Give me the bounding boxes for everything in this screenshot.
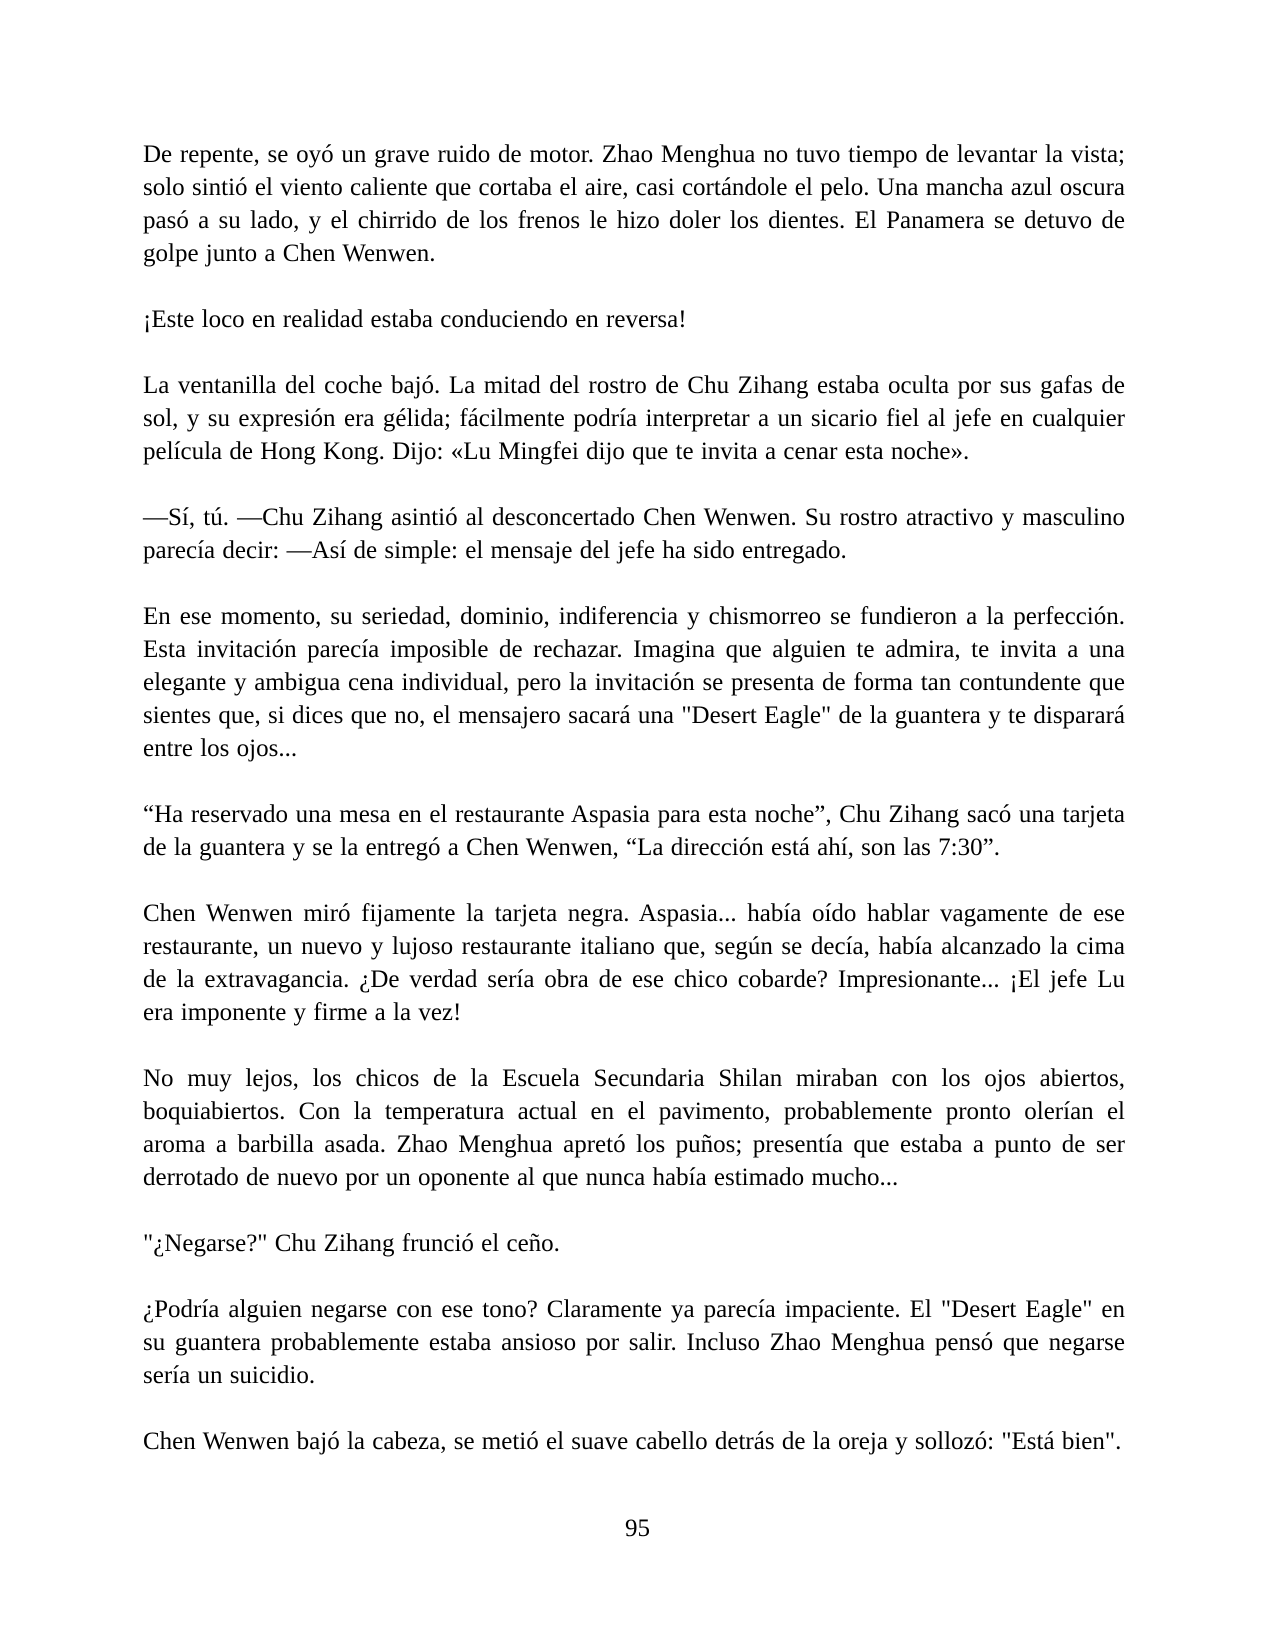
paragraph: “Ha reservado una mesa en el restaurante Aspasia para esta noche”, Chu Zihang sacó una tarjeta de la guantera y se la entregó a Chen Wenwen, “La dirección está ahí, son las 7:30”.: [143, 801, 1125, 861]
paragraph: Chen Wenwen bajó la cabeza, se metió el suave cabello detrás de la oreja y sollozó: "Está bien".: [143, 1428, 1122, 1455]
paragraph: No muy lejos, los chicos de la Escuela Secundaria Shilan miraban con los ojos abiertos, boquiabiertos. Con la temperatura actual en el pavimento, probablemente pronto olerían el aroma a barbilla asada. Zhao Menghua apretó los puños; presentía que estaba a punto de ser derrotado de nuevo por un oponente al que nunca había estimado mucho...: [143, 1065, 1125, 1191]
paragraph: En ese momento, su seriedad, dominio, indiferencia y chismorreo se fundieron a la perfección. Esta invitación parecía imposible de rechazar. Imagina que alguien te admira, te invita a una elegante y ambigua cena individual, pero la invitación se presenta de forma tan contundente que sientes que, si dices que no, el mensajero sacará una "Desert Eagle" de la guantera y te disparará entre los ojos...: [143, 603, 1125, 762]
paragraph: Chen Wenwen miró fijamente la tarjeta negra. Aspasia... había oído hablar vagamente de ese restaurante, un nuevo y lujoso restaurante italiano que, según se decía, había alcanzado la cima de la extravagancia. ¿De verdad sería obra de ese chico cobarde? Impresionante... ¡El jefe Lu era imponente y firme a la vez!: [143, 900, 1125, 1026]
page-number: 95: [625, 1515, 650, 1542]
paragraph: La ventanilla del coche bajó. La mitad del rostro de Chu Zihang estaba oculta por sus gafas de sol, y su expresión era gélida; fácilmente podría interpretar a un sicario fiel al jefe en cualquier película de Hong Kong. Dijo: «Lu Mingfei dijo que te invita a cenar esta noche».: [143, 372, 1125, 465]
page-body-text: [143, 138, 1125, 1491]
paragraph: —Sí, tú. —Chu Zihang asintió al desconcertado Chen Wenwen. Su rostro atractivo y masculino parecía decir: —Así de simple: el mensaje del jefe ha sido entregado.: [143, 504, 1125, 564]
paragraph: De repente, se oyó un grave ruido de motor. Zhao Menghua no tuvo tiempo de levantar la vista; solo sintió el viento caliente que cortaba el aire, casi cortándole el pelo. Una mancha azul oscura pasó a su lado, y el chirrido de los frenos le hizo doler los dientes. El Panamera se detuvo de golpe junto a Chen Wenwen.: [143, 141, 1125, 267]
paragraph: ¡Este loco en realidad estaba conduciendo en reversa!: [143, 306, 687, 333]
paragraph: ¿Podría alguien negarse con ese tono? Claramente ya parecía impaciente. El "Desert Eagle" en su guantera probablemente estaba ansioso por salir. Incluso Zhao Menghua pensó que negarse sería un suicidio.: [143, 1296, 1125, 1389]
paragraph: "¿Negarse?" Chu Zihang frunció el ceño.: [143, 1230, 560, 1257]
